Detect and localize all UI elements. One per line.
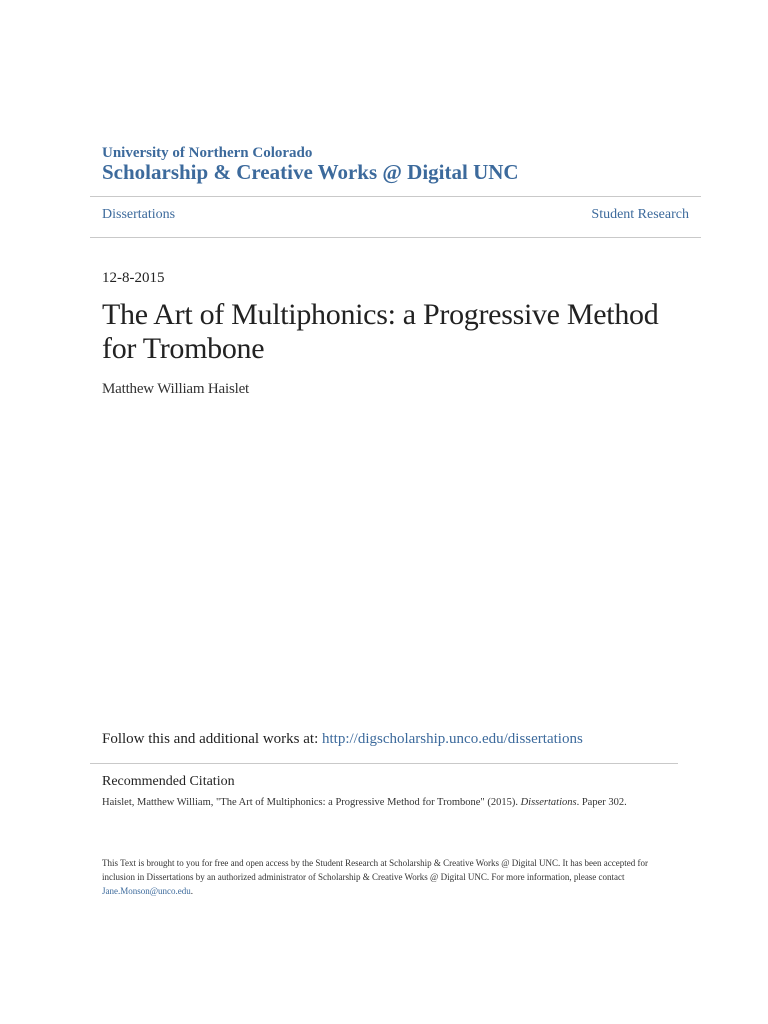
contact-email-link[interactable]: Jane.Monson@unco.edu [102, 886, 191, 896]
author-name: Matthew William Haislet [102, 381, 249, 397]
citation-text-after: . Paper 302. [576, 797, 627, 808]
nav-divider [90, 237, 701, 238]
notice-text: This Text is brought to you for free and open access by the Student Research at Scholarship & Creative Works @ Digital UNC. It has been accepted for inclusion in Dissertations by an authorized administrator of Scholarship & Creative Works @ Digital UNC. For more information, please contact [102, 858, 648, 882]
citation-heading: Recommended Citation [102, 774, 235, 789]
header-divider [90, 196, 701, 197]
follow-url-link[interactable]: http://digscholarship.unco.edu/dissertations [321, 731, 583, 747]
dissertations-link[interactable]: Dissertations [102, 207, 176, 222]
publication-date: 12-8-2015 [102, 270, 165, 286]
follow-line [102, 731, 583, 748]
citation-text [102, 797, 627, 808]
student-research-link[interactable]: Student Research [591, 207, 689, 222]
document-title: The Art of Multiphonics: a Progressive Method for Trombone [102, 298, 659, 365]
citation-series: Dissertations [520, 797, 577, 808]
notice-end: . [190, 886, 194, 896]
access-notice [102, 856, 672, 898]
citation-text-before: Haislet, Matthew William, "The Art of Multiphonics: a Progressive Method for Trombone" (2015). [102, 797, 521, 808]
site-name-link[interactable]: Scholarship & Creative Works @ Digital UNC [102, 160, 519, 184]
follow-label: Follow this and additional works at: [102, 731, 322, 747]
university-name[interactable]: University of Northern Colorado [102, 145, 313, 161]
citation-divider [90, 763, 678, 764]
